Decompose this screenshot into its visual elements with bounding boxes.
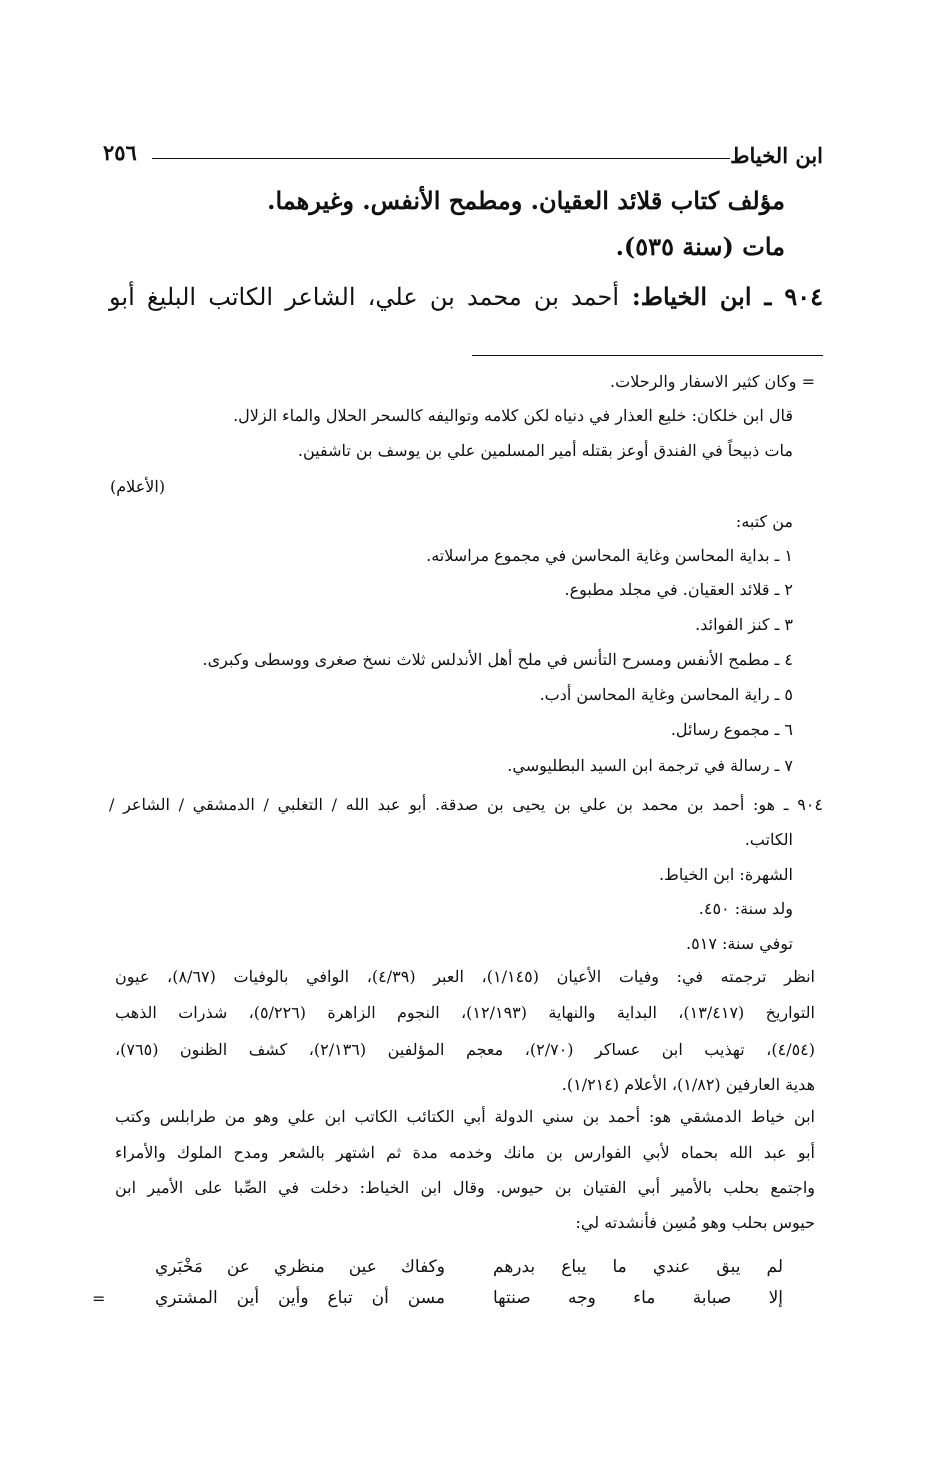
refs-line-3: (٤/٥٤)، تهذيب ابن عساكر (٢/٧٠)، معجم المؤلفين (٢/١٣٦)، كشف الظنون (٧٦٥)،	[115, 1040, 816, 1059]
bio-line-4: حيوس بحلب وهو مُسِن فأنشدته لي:	[575, 1213, 815, 1232]
main-line-1: مؤلف كتاب قلائد العقيان. ومطمح الأنفس. وغيرهما.	[267, 186, 785, 215]
books-heading: من كتبه:	[735, 512, 793, 531]
bio-line-2: أبو عبد الله بحماه لأبي الفوارس بن مانك وخدمه مدة ثم اشتهر بالشعر ومدح الملوك والأمراء	[115, 1143, 815, 1162]
footnote-quote-1: قال ابن خلكان: خليع العذار في دنياه لكن كلامه وتواليفه كالسحر الحلال والماء الزلال.	[233, 406, 793, 425]
footnote-quote-2: مات ذبيحاً في الفندق أوعز بقتله أمير المسلمين علي بن يوسف بن تاشفين.	[297, 441, 793, 460]
book-item-3: ٣ ـ كنز الفوائد.	[695, 615, 793, 634]
book-item-1: ١ ـ بداية المحاسن وغاية المحاسن في مجموع مراسلاته.	[426, 546, 793, 565]
footnote-source: (الأعلام)	[110, 477, 166, 496]
entry-number: ٩٠٤ ـ	[764, 282, 823, 311]
note-died: توفي سنة: ٥١٧.	[686, 934, 793, 953]
book-item-6: ٦ ـ مجموع رسائل.	[670, 720, 793, 739]
poem-verse-2-second-hemistich: مسن أن تباع وأين أين المشتري	[155, 1288, 445, 1308]
poem-verse-1-second-hemistich: وكفاك عين منظري عن مَخْبَري	[155, 1257, 445, 1277]
poem-verse-1-first-hemistich: لم يبق عندي ما يباع بدرهم	[493, 1257, 783, 1277]
note-fame: الشهرة: ابن الخياط.	[658, 865, 793, 884]
page-number: ٢٥٦	[103, 140, 137, 165]
note-904-line-1: ٩٠٤ ـ هو: أحمد بن محمد بن علي بن يحيى بن صدقة. أبو عبد الله / التغلبي / الدمشقي / الشاعر /	[109, 795, 823, 814]
footnote-rule	[472, 355, 823, 356]
bio-line-1: ابن خياط الدمشقي هو: أحمد بن سني الدولة أبي الكتائب الكاتب ابن علي وهو من طرابلس وكتب	[115, 1107, 815, 1126]
book-item-2: ٢ ـ قلائد العقيان. في مجلد مطبوع.	[564, 580, 793, 599]
entry-name: ابن الخياط:	[631, 282, 752, 311]
refs-line-4: هدية العارفين (١/٨٢)، الأعلام (١/٢١٤).	[561, 1075, 815, 1094]
bio-line-3: واجتمع بحلب بالأمير أبي الفتيان بن حيوس. وقال ابن الخياط: دخلت في الصِّبا على الأمير ابن	[115, 1178, 815, 1197]
footnote-continuation: = وكان كثير الاسفار والرحلات.	[610, 372, 815, 391]
note-904-line-2: الكاتب.	[744, 830, 793, 849]
running-header-title: ابن الخياط	[730, 143, 823, 168]
main-line-2: مات (سنة ٥٣٥).	[615, 232, 785, 261]
continuation-mark: =	[92, 1289, 106, 1308]
entry-text: أحمد بن محمد بن علي، الشاعر الكاتب البليغ أبو	[109, 283, 620, 311]
note-born: ولد سنة: ٤٥٠.	[698, 899, 793, 918]
poem-verse-2-first-hemistich: إلا صبابة ماء وجه صنتها	[493, 1288, 783, 1308]
book-item-5: ٥ ـ راية المحاسن وغاية المحاسن أدب.	[539, 685, 793, 704]
refs-line-1: انظر ترجمته في: وفيات الأعيان (١/١٤٥)، العبر (٤/٣٩)، الوافي بالوفيات (٨/٦٧)، عيون	[115, 967, 816, 986]
entry-904	[109, 282, 823, 311]
book-item-7: ٧ ـ رسالة في ترجمة ابن السيد البطليوسي.	[507, 756, 793, 775]
header-rule	[152, 158, 730, 159]
refs-line-2: التواريخ (١٣/٤١٧)، البداية والنهاية (١٢/١٩٣)، النجوم الزاهرة (٥/٢٢٦)، شذرات الذهب	[115, 1003, 815, 1022]
book-item-4: ٤ ـ مطمح الأنفس ومسرح التأنس في ملح أهل الأندلس ثلاث نسخ صغرى ووسطى وكبرى.	[202, 650, 793, 669]
